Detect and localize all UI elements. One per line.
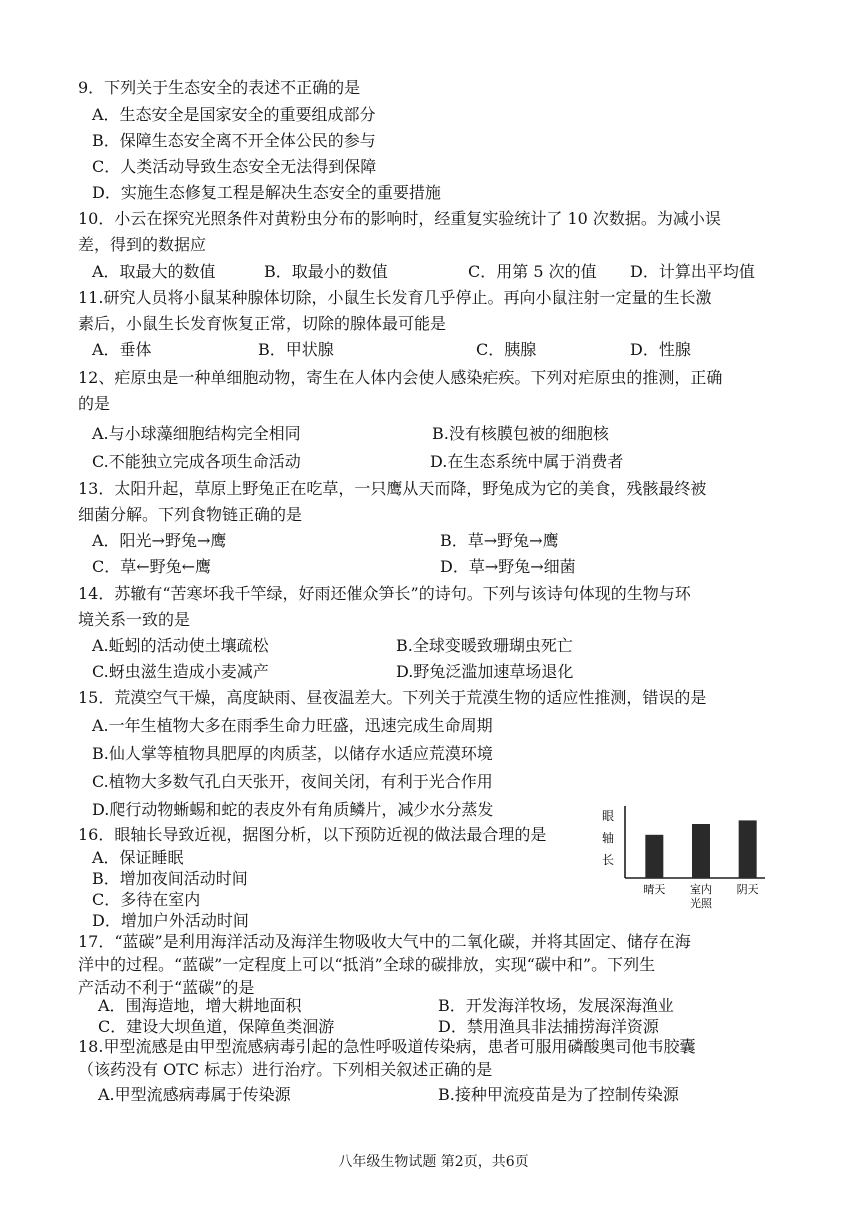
q16-option-b: B．增加夜间活动时间 [92, 869, 248, 888]
q13-option-c: C．草←野兔←鹰 [92, 557, 212, 576]
q12-stem-line-1: 12、疟原虫是一种单细胞动物，寄生在人体内会使人感染疟疾。下列对疟原虫的推测，正确 [78, 368, 723, 387]
q12-option-b: B.没有核膜包被的细胞核 [432, 424, 609, 443]
q15-stem-line-1: 15．荒漠空气干燥，高度缺雨、昼夜温差大。下列关于荒漠生物的适应性推测，错误的是 [78, 688, 707, 707]
q9-option-a: A．生态安全是国家安全的重要组成部分 [92, 105, 376, 124]
q11-option-d: D．性腺 [630, 340, 691, 359]
q13-option-d: D．草→野兔→细菌 [440, 557, 576, 576]
q13-option-a: A．阳光→野兔→鹰 [92, 531, 227, 550]
q12-option-a: A.与小球藻细胞结构完全相同 [92, 424, 301, 443]
chart-ylabel-char: 长 [601, 853, 615, 867]
q13-option-b: B．草→野兔→鹰 [440, 531, 559, 550]
chart-x-tick-label: 室内 [690, 883, 712, 896]
q14-option-d: D.野兔泛滥加速草场退化 [396, 662, 574, 681]
q15-option-b: B.仙人掌等植物具肥厚的肉质茎，以储存水适应荒漠环境 [92, 744, 493, 763]
q12-option-d: D.在生态系统中属于消费者 [430, 452, 624, 471]
q10-option-a: A．取最大的数值 [92, 262, 216, 281]
q9-stem-line-1: 9．下列关于生态安全的表述不正确的是 [78, 78, 361, 97]
q18-option-b: B.接种甲流疫苗是为了控制传染源 [438, 1085, 679, 1104]
q9-option-c: C．人类活动导致生态安全无法得到保障 [92, 157, 377, 176]
q10-option-b: B．取最小的数值 [264, 262, 388, 281]
q16-option-c: C．多待在室内 [92, 890, 201, 909]
page-footer: 八年级生物试题 第2页，共6页 [338, 1154, 529, 1170]
chart-x-tick-label: 阴天 [736, 883, 759, 896]
q17-stem-line-3: 产活动不利于“蓝碳”的是 [78, 978, 255, 997]
q12-option-c: C.不能独立完成各项生命活动 [92, 452, 301, 471]
q11-option-b: B．甲状腺 [258, 340, 334, 359]
q18-option-a: A.甲型流感病毒属于传染源 [98, 1085, 291, 1104]
q15-option-a: A.一年生植物大多在雨季生命力旺盛，迅速完成生命周期 [92, 716, 493, 735]
q10-stem-line-2: 差，得到的数据应 [78, 235, 207, 254]
chart-x-tick-label: 晴天 [643, 883, 666, 896]
chart-bar-1 [645, 835, 663, 878]
q17-option-c: C．建设大坝鱼道，保障鱼类洄游 [98, 1017, 335, 1036]
eye-axis-bar-chart [595, 800, 775, 920]
q15-option-c: C.植物大多数气孔白天张开，夜间关闭，有利于光合作用 [92, 772, 493, 791]
q11-option-c: C．胰腺 [476, 340, 537, 359]
q10-stem-line-1: 10．小云在探究光照条件对黄粉虫分布的影响时，经重复实验统计了 10 次数据。为减小误 [78, 209, 721, 228]
q14-stem-line-2: 境关系一致的是 [78, 610, 191, 629]
q10-option-c: C．用第 5 次的值 [468, 262, 597, 281]
q14-stem-line-1: 14．苏辙有“苦寒坏我千竿绿，好雨还催众笋长”的诗句。下列与该诗句体现的生物与环 [78, 584, 691, 603]
chart-bar-2 [692, 824, 710, 878]
q17-option-b: B．开发海洋牧场，发展深海渔业 [438, 996, 674, 1015]
q12-stem-line-2: 的是 [78, 394, 111, 413]
q17-option-a: A．围海造地，增大耕地面积 [98, 996, 302, 1015]
q13-stem-line-2: 细菌分解。下列食物链正确的是 [78, 505, 303, 524]
q17-stem-line-2: 洋中的过程。“蓝碳”一定程度上可以“抵消”全球的碳排放，实现“碳中和”。下列生 [78, 955, 656, 974]
q16-option-d: D．增加户外活动时间 [92, 911, 249, 930]
chart-ylabel-char: 轴 [601, 831, 615, 845]
chart-x-tick-label: 光照 [690, 897, 712, 910]
q14-option-a: A.蚯蚓的活动使土壤疏松 [92, 636, 269, 655]
q16-option-a: A．保证睡眠 [92, 848, 184, 867]
q16-stem-line-1: 16．眼轴长导致近视，据图分析，以下预防近视的做法最合理的是 [78, 825, 547, 844]
q13-stem-line-1: 13．太阳升起，草原上野兔正在吃草，一只鹰从天而降，野兔成为它的美食，残骸最终被 [78, 479, 707, 498]
q11-stem-line-1: 11.研究人员将小鼠某种腺体切除，小鼠生长发育几乎停止。再向小鼠注射一定量的生长激 [78, 288, 712, 307]
chart-bar-3 [739, 820, 757, 878]
chart-ylabel [602, 809, 614, 867]
q11-option-a: A．垂体 [92, 340, 152, 359]
q17-option-d: D．禁用渔具非法捕捞海洋资源 [438, 1017, 659, 1036]
q18-stem-line-2: （该药没有 OTC 标志）进行治疗。下列相关叙述正确的是 [78, 1060, 493, 1079]
q14-option-c: C.蚜虫滋生造成小麦减产 [92, 662, 269, 681]
q14-option-b: B.全球变暖致珊瑚虫死亡 [396, 636, 573, 655]
q17-stem-line-1: 17．“蓝碳”是利用海洋活动及海洋生物吸收大气中的二氧化碳，并将其固定、储存在海 [78, 932, 691, 951]
q9-option-b: B．保障生态安全离不开全体公民的参与 [92, 131, 376, 150]
chart-ylabel-char: 眼 [601, 809, 615, 823]
q11-stem-line-2: 素后，小鼠生长发育恢复正常，切除的腺体最可能是 [78, 314, 447, 333]
q9-option-d: D．实施生态修复工程是解决生态安全的重要措施 [92, 183, 441, 202]
q10-option-d: D．计算出平均值 [630, 262, 755, 281]
q18-stem-line-1: 18.甲型流感是由甲型流感病毒引起的急性呼吸道传染病，患者可服用磷酸奥司他韦胶囊 [78, 1037, 696, 1056]
q15-option-d: D.爬行动物蜥蜴和蛇的表皮外有角质鳞片，减少水分蒸发 [92, 800, 494, 819]
